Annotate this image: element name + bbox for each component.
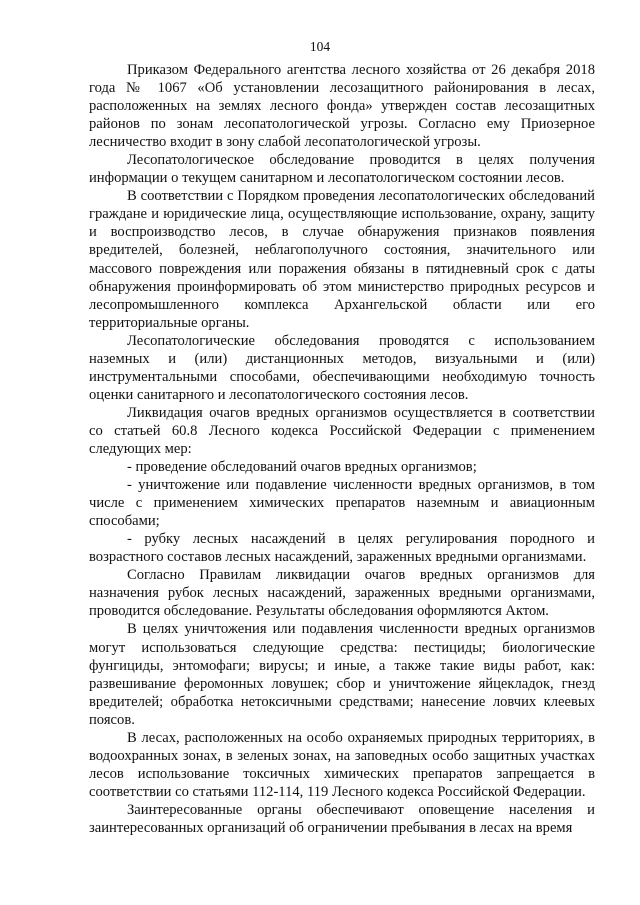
paragraph-protected-areas: В лесах, расположенных на особо охраняемых природных территориях, в водоохранных зонах, в зеленых зонах, на заповедных особо защитных участках лесов использование токсичных химических препаратов запрещается в соответствии со статьями 112-114, 119 Лесного кодекса Российской Федерации. <box>89 729 595 800</box>
paragraph-inspection-procedure: В соответствии с Порядком проведения лесопатологических обследований граждане и юридические лица, осуществляющие использование, охрану, защиту и воспроизводство лесов, в случае обнаружения признаков появления вредителей, болезней, неблагополучного состояния, значительного или массового повреждения или поражения обязаны в пятидневный срок с даты обнаружения проинформировать об этом министерство природных ресурсов и лесопромышленного комплекса Архангельской области или его территориальные органы. <box>89 188 595 331</box>
list-item-suppression: - уничтожение или подавление численности вредных организмов, в том числе с применением химических препаратов наземным и авиационным способами; <box>89 477 595 530</box>
paragraph-felling-rules: Согласно Правилам ликвидации очагов вредных организмов для назначения рубок лесных насаждений, зараженных вредными организмами, проводится обследование. Результаты обследования оформляются Актом. <box>89 567 595 620</box>
list-item-felling: - рубку лесных насаждений в целях регулирования породного и возрастного составов лесных насаждений, зараженных вредными организмами. <box>89 531 595 566</box>
paragraph-inspection-methods: Лесопатологические обследования проводятся с использованием наземных и (или) дистанционных методов, визуальными и (или) инструментальными способами, обеспечивающими необходимую точность оценки санитарного и лесопатологического состояния лесов. <box>89 332 595 403</box>
paragraph-public-notification: Заинтересованные органы обеспечивают оповещение населения и заинтересованных организаций об ограничении пребывания в лесах на время <box>89 801 595 836</box>
list-item-inspection: - проведение обследований очагов вредных организмов; <box>127 459 477 476</box>
paragraph-inspection-purpose: Лесопатологическое обследование проводится в целях получения информации о текущем санитарном и лесопатологическом состоянии лесов. <box>89 152 595 187</box>
paragraph-forest-zoning: Приказом Федерального агентства лесного хозяйства от 26 декабря 2018 года № 1067 «Об установлении лесозащитного районирования в лесах, расположенных на землях лесного фонда» утвержден состав лесозащитных районов по зонам лесопатологической угрозы. Согласно ему Приозерное лесничество входит в зону слабой лесопатологической угрозы. <box>89 62 595 151</box>
document-body <box>89 61 595 837</box>
paragraph-control-means: В целях уничтожения или подавления численности вредных организмов могут использоваться следующие средства: пестициды; биологические фунгициды, энтомофаги; вирусы; и иные, а также такие виды работ, как: развешивание феромонных ловушек; сбор и уничтожение яйцекладок, гнезд вредителей; обработка нетоксичными средствами; нанесение ловчих клеевых поясов. <box>89 621 595 728</box>
paragraph-liquidation-measures: Ликвидация очагов вредных организмов осуществляется в соответствии со статьей 60.8 Лесного кодекса Российской Федерации с применением следующих мер: <box>89 404 595 457</box>
page-number: 104 <box>309 39 331 54</box>
